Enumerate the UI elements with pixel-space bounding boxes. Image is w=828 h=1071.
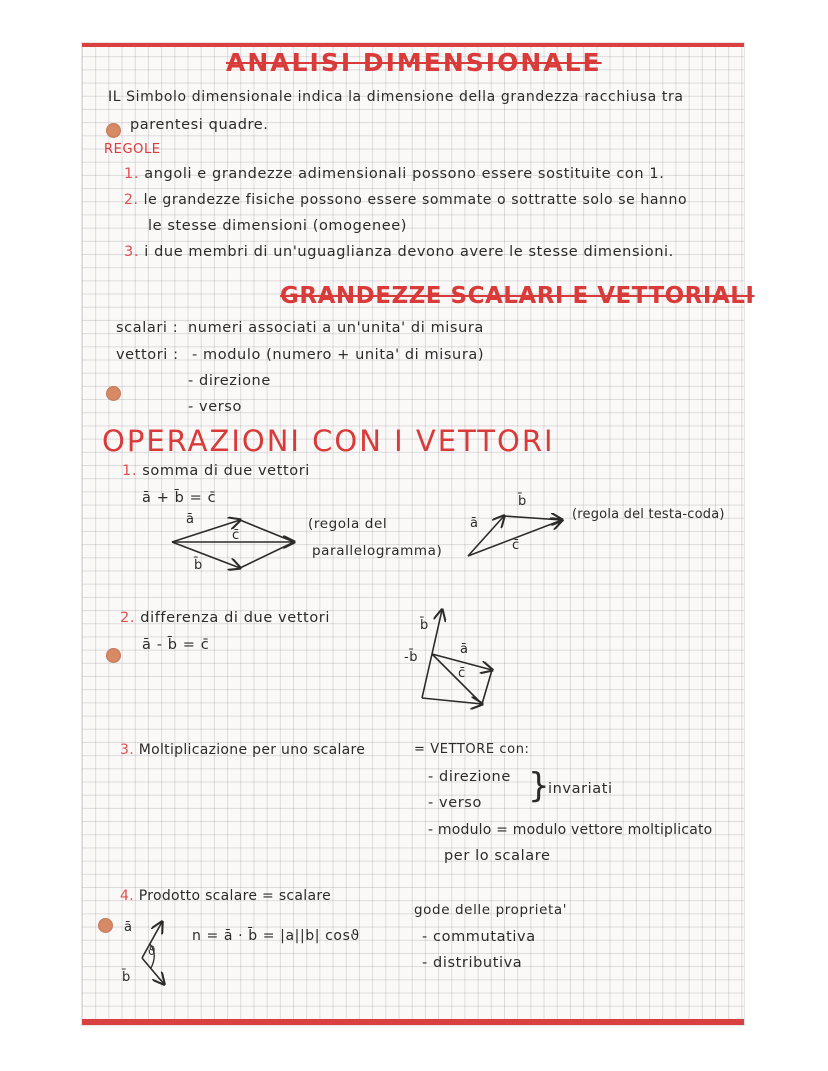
head-to-tail-diagram — [464, 502, 574, 562]
rule-2-line-2: le stesse dimensioni (omogenee) — [148, 218, 408, 234]
binder-hole — [106, 123, 121, 138]
section-title-operazioni: OPERAZIONI CON I VETTORI — [102, 424, 555, 458]
curly-brace-icon: } — [528, 766, 551, 806]
rule-3 — [124, 244, 674, 260]
section-title-grandezze: GRANDEZZE SCALARI E VETTORIALI — [280, 283, 755, 309]
vettori-label: vettori : — [116, 347, 179, 363]
label-c: c̄ — [232, 528, 240, 543]
vector-b-line — [172, 542, 240, 568]
rule-1 — [124, 166, 664, 182]
label-b: b̄ — [518, 494, 527, 509]
op1-formula: ā + b̄ = c̄ — [142, 490, 217, 506]
vector-b-copy-line — [240, 542, 294, 568]
label-a: ā — [470, 516, 479, 531]
intro-line-1: IL Simbolo dimensionale indica la dimensione della grandezza racchiusa tra — [108, 89, 684, 105]
property-item: - distributiva — [422, 955, 523, 971]
op3-modulo-line1: - modulo = modulo vettore moltiplicato — [428, 822, 713, 838]
vector-c-line — [432, 654, 482, 704]
label-c: c̄ — [458, 666, 466, 681]
rule1-text-line2: parallelogramma) — [312, 543, 443, 559]
label-b: b̄ — [420, 618, 429, 633]
rule2-text: (regola del testa-coda) — [572, 507, 725, 522]
scalari-label: scalari : — [116, 320, 179, 336]
section-title-analisi: ANALISI DIMENSIONALE — [226, 48, 602, 77]
op-label: Moltiplicazione per uno scalare — [138, 742, 366, 758]
op-label: somma di due vettori — [142, 463, 310, 479]
rule-text: le grandezze fisiche possono essere sommate o sottratte solo se hanno — [143, 192, 688, 208]
op3-modulo-line2: per lo scalare — [444, 848, 551, 864]
op-number: 4. — [120, 888, 134, 904]
label-b: b̄ — [122, 970, 131, 985]
label-a: ā — [186, 512, 195, 527]
scalari-text: numeri associati a un'unita' di misura — [188, 320, 484, 336]
vettori-item: - verso — [188, 399, 242, 415]
binder-hole — [106, 648, 121, 663]
label-a: ā — [460, 642, 469, 657]
rule-2 — [124, 192, 687, 208]
vector-a-copy-line — [422, 698, 482, 704]
op-number: 2. — [120, 610, 136, 626]
op-label: differenza di due vettori — [140, 610, 330, 626]
op3-result: = VETTORE con: — [414, 742, 530, 757]
op3-item: - verso — [428, 795, 482, 811]
rule-text: i due membri di un'uguaglianza devono avere le stesse dimensioni. — [144, 244, 674, 260]
side-line — [482, 670, 492, 704]
op-number: 3. — [120, 742, 134, 758]
vector-b-line — [432, 610, 442, 654]
rule-number: 1. — [124, 166, 140, 182]
op-number: 1. — [122, 463, 138, 479]
rule-number: 3. — [124, 244, 140, 260]
rules-heading: REGOLE — [104, 142, 161, 157]
op-label: Prodotto scalare = scalare — [138, 888, 332, 904]
op3-item: - direzione — [428, 769, 511, 785]
binder-hole — [106, 386, 121, 401]
rule1-text-line1: (regola del — [308, 516, 388, 532]
brace-note: invariati — [548, 781, 613, 797]
vettori-item: - direzione — [188, 373, 271, 389]
label-a: ā — [124, 920, 133, 935]
properties-heading: gode delle proprieta' — [414, 902, 568, 918]
vector-a-line — [172, 520, 240, 542]
vector-minus-b-line — [422, 654, 432, 698]
op1-heading — [122, 463, 310, 479]
label-c: c̄ — [512, 538, 520, 553]
intro-line-2: parentesi quadre. — [130, 117, 269, 133]
label-angle: ϑ — [148, 944, 157, 958]
binder-hole — [98, 918, 113, 933]
op2-formula: ā - b̄ = c̄ — [142, 637, 210, 653]
op3-heading — [120, 742, 365, 758]
property-item: - commutativa — [422, 929, 536, 945]
rule-number: 2. — [124, 192, 139, 208]
op4-heading — [120, 888, 331, 904]
vector-b-line — [504, 516, 562, 520]
label-minus-b: -b̄ — [404, 650, 419, 665]
label-b: b̄ — [194, 558, 203, 573]
dot-product-diagram — [136, 912, 180, 988]
op2-heading — [120, 610, 330, 626]
op4-formula: n = ā · b̄ = |a||b| cosϑ — [192, 928, 360, 944]
rule-text: angoli e grandezze adimensionali possono essere sostituite con 1. — [144, 166, 665, 182]
vettori-item: - modulo (numero + unita' di misura) — [192, 347, 485, 363]
vector-a-copy-line — [240, 520, 294, 542]
